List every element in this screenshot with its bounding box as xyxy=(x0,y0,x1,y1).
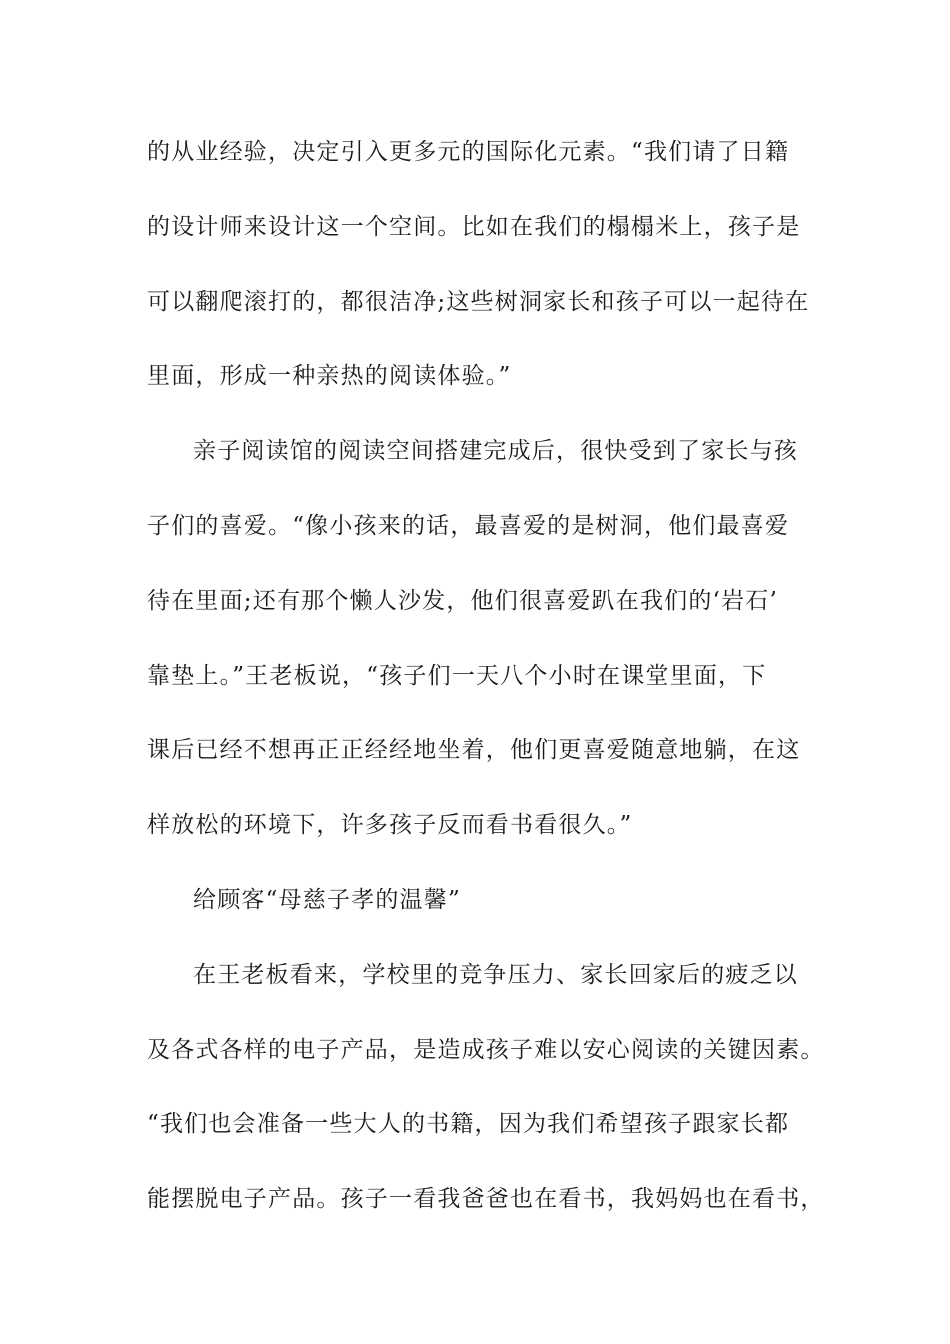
text-line: 样放松的环境下，许多孩子反而看书看很久。” xyxy=(147,812,633,839)
text-line: 课后已经不想再正正经经地坐着，他们更喜爱随意地躺，在这 xyxy=(147,737,801,764)
text-line: 的从业经验，决定引入更多元的国际化元素。“我们请了日籍 xyxy=(147,139,790,165)
text-line: 在王老板看来，学校里的竞争压力、家长回家后的疲乏以 xyxy=(193,961,798,988)
text-line: 的设计师来设计这一个空间。比如在我们的榻榻米上，孩子是 xyxy=(147,213,801,240)
text-line: 能摆脱电子产品。孩子一看我爸爸也在看书，我妈妈也在看书， xyxy=(147,1186,825,1213)
text-line: 靠垫上。”王老板说，“孩子们一天八个小时在课堂里面，下 xyxy=(147,662,767,689)
text-line: 可以翻爬滚打的，都很洁净;这些树洞家长和孩子可以一起待在 xyxy=(147,288,810,315)
text-line: 子们的喜爱。“像小孩来的话，最喜爱的是树洞，他们最喜爱 xyxy=(147,512,790,539)
body-text xyxy=(147,127,825,1249)
text-line: 里面，形成一种亲热的阅读体验。” xyxy=(147,363,512,390)
text-line: 亲子阅读馆的阅读空间搭建完成后，很快受到了家长与孩 xyxy=(193,438,798,465)
text-line: 待在里面;还有那个懒人沙发，他们很喜爱趴在我们的‘岩石’ xyxy=(147,587,778,614)
text-line: 及各式各样的电子产品，是造成孩子难以安心阅读的关键因素。 xyxy=(147,1036,825,1063)
text-line: “我们也会准备一些大人的书籍，因为我们希望孩子跟家长都 xyxy=(147,1111,790,1138)
text-line: 给顾客“母慈子孝的温馨” xyxy=(193,886,461,913)
